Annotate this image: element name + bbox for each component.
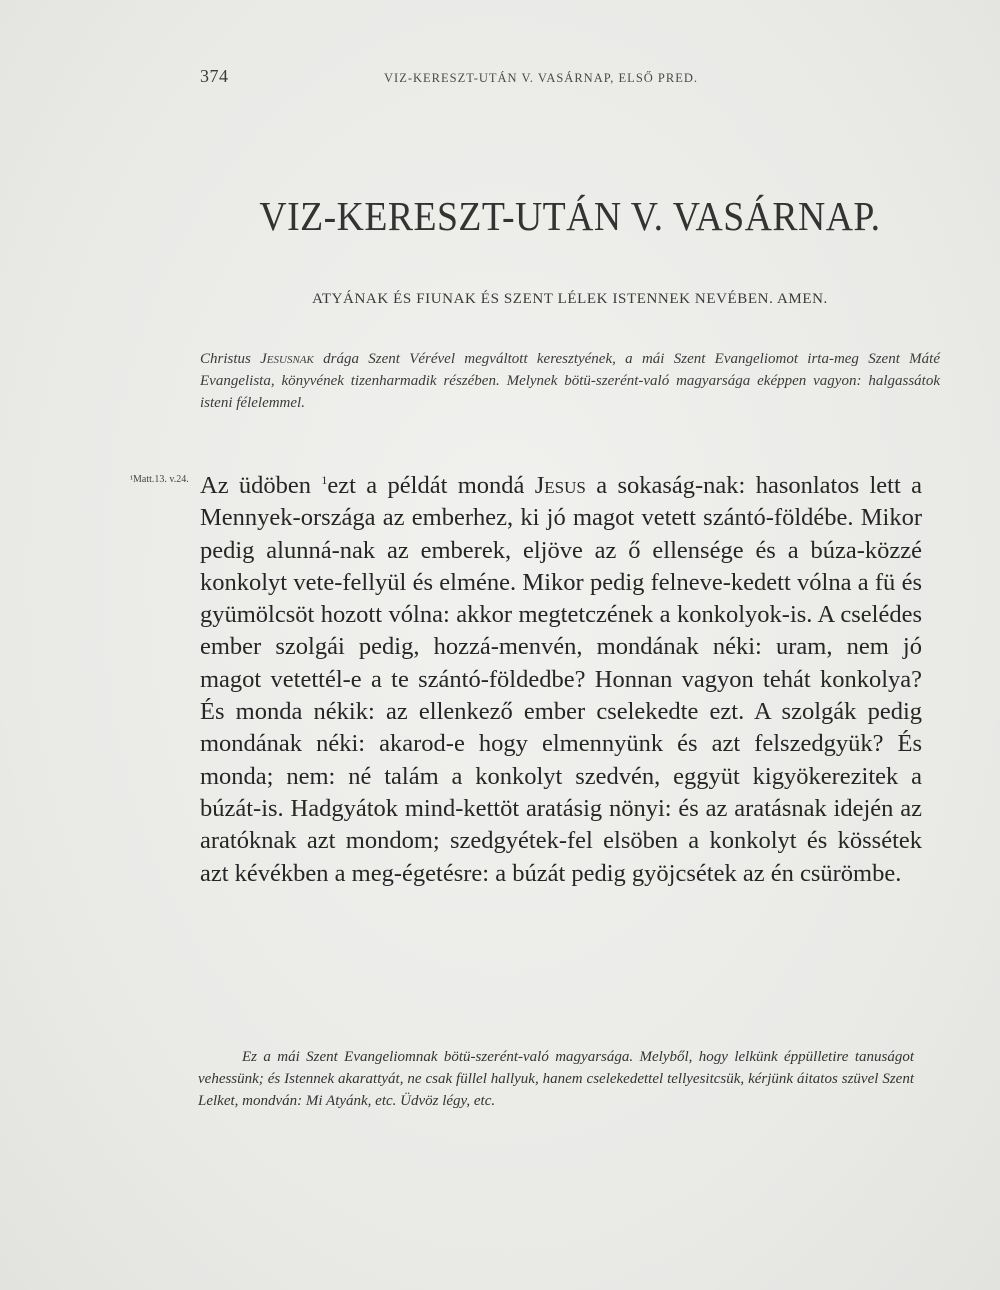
gospel-text-part3: a sokaság-nak: hasonlatos lett a Mennyek-országa az emberhez, ki jó magot vetett szántó-földébe. Mikor pedig alunná-nak az emberek, eljöve az ő ellensége és a búza-közzé konkolyt vete-fellyül és elméne. Mikor pedig felneve-kedett vólna a fü és gyümölcsöt hozott vólna: akkor megtetczének a konkolyok-is. A cselédes ember szolgái pedig, hozzá-menvén, mondának néki: uram, nem jó magot vetettél-e a te szántó-földedbe? Honnan vagyon tehát konkolya? És monda nékik: az ellenkező ember cselekedte ezt. A szolgák pedig mondának néki: akarod-e hogy elmennyünk és azt felszedgyük? És monda; nem: né talám a konkolyt szedvén, eggyüt kigyökerezitek a búzát-is. Hadgyátok mind-kettöt aratásig nönyi: és az aratásnak idején az aratóknak azt mondom; szedgyétek-fel elsöben a konkolyt és kössétek azt kévékben a meg-égetésre: a búzát pedig gyöjcsétek az én csürömbe. [200,472,922,887]
page-number: 374 [200,66,229,86]
gospel-text [200,470,922,890]
gospel-text-part2: ezt a példát mondá [327,472,535,499]
gospel-text-part1: Az üdöben [200,472,322,499]
running-head: VIZ-KERESZT-UTÁN V. VASÁRNAP, ELSŐ PRED. [384,71,698,85]
intro-text-part2: drága Szent Vérével megváltott keresztyének, a mái Szent Evangeliomot irta-meg Szent Máté Evangelista, könyvének tizenharmadik részében. Melynek bötü-szerént-való magyarsága eképpen vagyon: halgassátok isteni félelemmel. [200,351,940,411]
page-header [200,66,940,90]
intro-paragraph [200,348,940,414]
intro-name-smallcaps: Jesusnak [260,351,314,367]
gospel-name-smallcaps: Jesus [534,472,586,499]
intro-text-part1: Christus [200,351,261,367]
invocation: ATYÁNAK ÉS FIUNAK ÉS SZENT LÉLEK ISTENNEK NEVÉBEN. AMEN. [312,291,828,307]
margin-reference-note: ¹Matt.13. v.24. [130,474,189,485]
closing-paragraph: Ez a mái Szent Evangeliomnak bötü-szerént-való magyarsága. Melyből, hogy lelkünk éppülletire tanuságot vehessünk; és Istennek akarattyát, ne csak füllel hallyuk, hanem cselekedettel tellyesitcsük, kérjünk áitatos szüvel Szent Lelket, mondván: Mi Atyánk, etc. Üdvöz légy, etc. [198,1049,914,1109]
sermon-title: VIZ-KERESZT-UTÁN V. VASÁRNAP. [259,193,881,239]
footnote-mark: 1 [321,472,328,487]
